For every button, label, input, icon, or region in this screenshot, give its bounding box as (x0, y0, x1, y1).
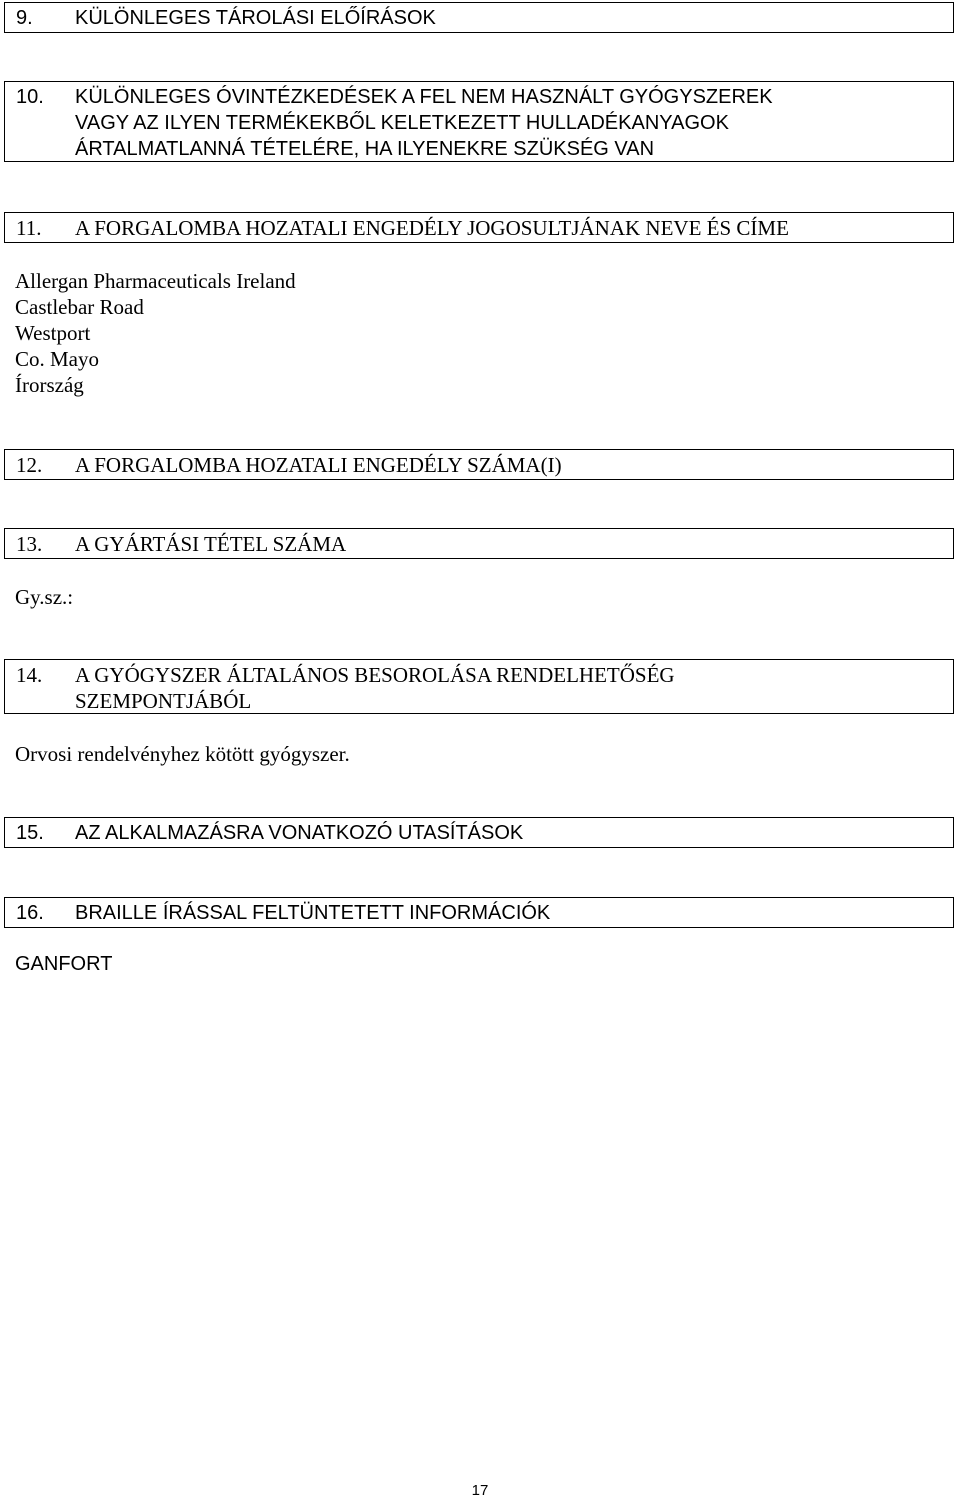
section-14-header (4, 659, 954, 714)
marketing-holder-address (15, 268, 296, 398)
address-line: Írország (15, 373, 84, 397)
address-line: Co. Mayo (15, 347, 99, 371)
section-title: A FORGALOMBA HOZATALI ENGEDÉLY SZÁMA(I) (75, 453, 562, 477)
section-16-header (4, 897, 954, 928)
page-number: 17 (471, 1482, 489, 1499)
address-line: Castlebar Road (15, 295, 144, 319)
section-number: 9. (16, 7, 33, 29)
section-15-header (4, 817, 954, 848)
section-title: KÜLÖNLEGES ÓVINTÉZKEDÉSEK A FEL NEM HASZNÁLT GYÓGYSZEREK VAGY AZ ILYEN TERMÉKEKBŐL KELETKEZETT HULLADÉKANYAGOK ÁRTALMATLANNÁ TÉTELÉRE, HA ILYENEKRE SZÜKSÉG VAN (75, 86, 773, 160)
section-title: AZ ALKALMAZÁSRA VONATKOZÓ UTASÍTÁSOK (75, 822, 524, 844)
address-line: Westport (15, 321, 91, 345)
section-13-header (4, 528, 954, 559)
section-title: KÜLÖNLEGES TÁROLÁSI ELŐÍRÁSOK (75, 7, 436, 29)
braille-text: GANFORT (15, 953, 113, 975)
section-title: A FORGALOMBA HOZATALI ENGEDÉLY JOGOSULTJÁNAK NEVE ÉS CÍME (75, 216, 789, 240)
batch-number-label: Gy.sz.: (15, 585, 74, 609)
prescription-status: Orvosi rendelvényhez kötött gyógyszer. (15, 742, 350, 766)
section-title: A GYÓGYSZER ÁLTALÁNOS BESOROLÁSA RENDELHETŐSÉG SZEMPONTJÁBÓL (75, 663, 675, 713)
section-12-header (4, 449, 954, 480)
section-10-header (4, 81, 954, 162)
section-number: 13. (16, 532, 43, 556)
section-number: 15. (16, 822, 44, 844)
section-11-header (4, 212, 954, 243)
section-number: 10. (16, 86, 44, 108)
section-title: BRAILLE ÍRÁSSAL FELTÜNTETETT INFORMÁCIÓK (75, 902, 551, 924)
section-number: 14. (16, 663, 43, 687)
section-number: 16. (16, 902, 44, 924)
section-9-header (4, 2, 954, 33)
section-title: A GYÁRTÁSI TÉTEL SZÁMA (75, 532, 347, 556)
section-number: 11. (16, 216, 42, 240)
section-number: 12. (16, 453, 43, 477)
address-line: Allergan Pharmaceuticals Ireland (15, 269, 296, 293)
